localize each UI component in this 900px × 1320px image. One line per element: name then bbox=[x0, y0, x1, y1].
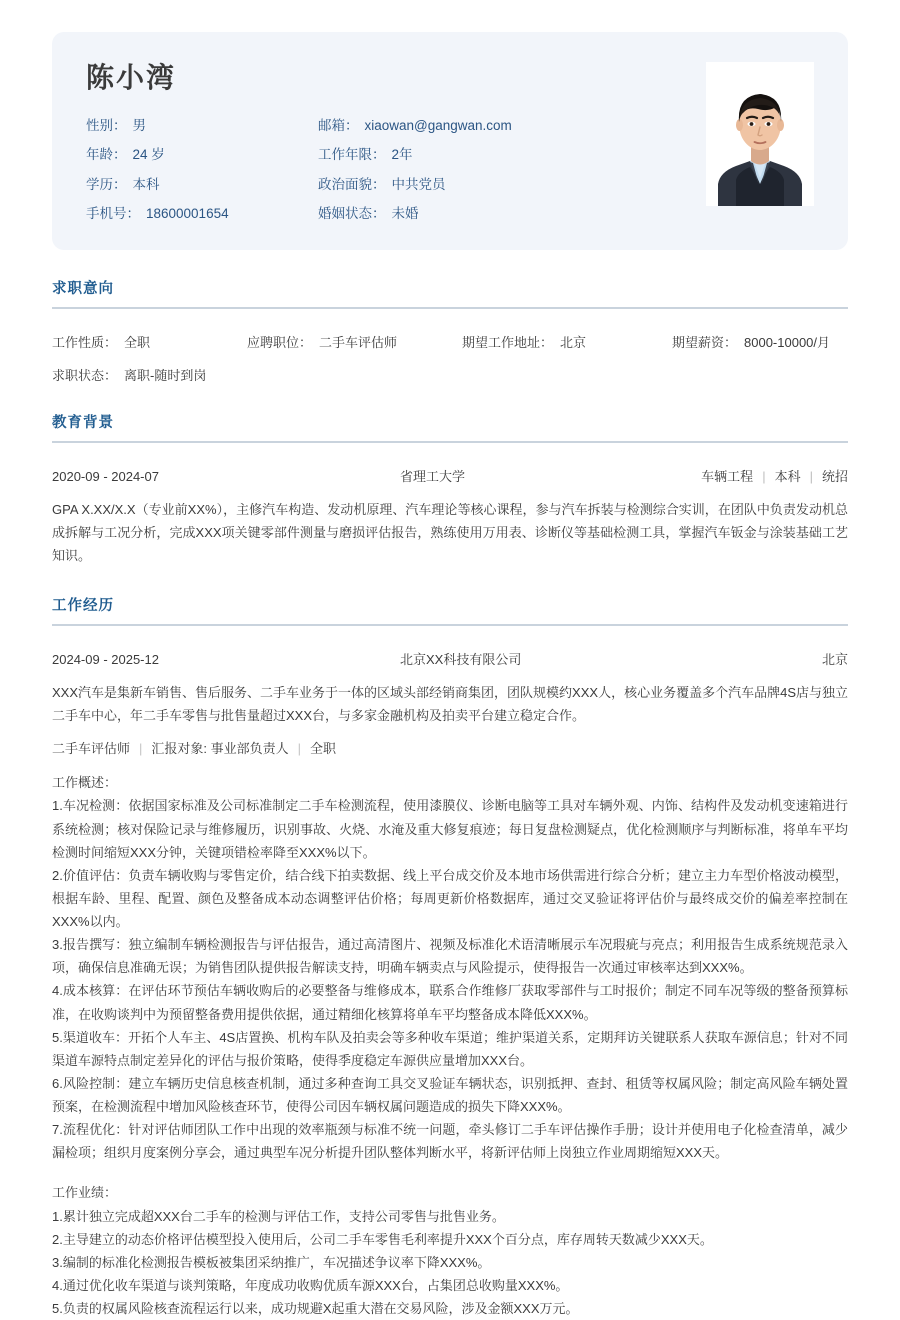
section-job-intention-head bbox=[52, 280, 848, 316]
avatar bbox=[706, 62, 814, 206]
meta-separator-icon: | bbox=[809, 468, 813, 484]
work-job-title: 二手车评估师 bbox=[52, 741, 131, 757]
education-major: 车辆工程 bbox=[701, 468, 754, 484]
intent-position-label: 应聘职位： bbox=[247, 335, 313, 351]
work-duty-item: 3.报告撰写：独立编制车辆检测报告与评估报告，通过高清图片、视频及标准化术语清晰展示车况瑕疵与亮点；利用报告生成系统规范录入项，确保信息准确无误；为销售团队提供报告解读支持，明确车辆卖点与风险提示，使得报告一次通过审核率达到XXX%。 bbox=[52, 937, 848, 976]
section-divider bbox=[52, 307, 848, 309]
work-company-name: 北京XX科技有限公司 bbox=[400, 652, 522, 668]
profile-field-gender bbox=[86, 116, 318, 136]
resume-page bbox=[0, 32, 900, 1320]
intent-job-nature-label: 工作性质： bbox=[52, 335, 118, 351]
profile-field-political-value: 中共党员 bbox=[391, 176, 446, 192]
intent-status bbox=[52, 365, 247, 384]
work-entry-header bbox=[52, 649, 848, 668]
profile-field-gender-value: 男 bbox=[132, 118, 146, 134]
profile-field-age-label: 年龄： bbox=[86, 147, 127, 163]
profile-field-experience bbox=[318, 145, 686, 165]
section-title-job-intention: 求职意向 bbox=[52, 281, 114, 298]
education-school-name: 省理工大学 bbox=[400, 468, 466, 484]
work-duty-item: 6.风险控制：建立车辆历史信息核查机制，通过多种查询工具交叉验证车辆状态，识别抵押、查封、租赁等权属风险；制定高风险车辆处置预案，在检测流程中增加风险核查环节，使得公司因车辆权属问题造成的损失下降XXX%。 bbox=[52, 1075, 848, 1115]
work-achievement-item: 5.负责的权属风险核查流程运行以来，成功规避X起重大潜在交易风险，涉及金额XXX万元。 bbox=[52, 1301, 579, 1317]
job-intention-row-1 bbox=[52, 332, 848, 351]
work-location: 北京 bbox=[821, 652, 848, 668]
work-achievements-label: 工作业绩： bbox=[52, 1185, 118, 1201]
profile-field-marital bbox=[318, 204, 686, 224]
portrait-photo-icon bbox=[706, 62, 814, 206]
page-title: 陈小湾 bbox=[86, 62, 177, 93]
work-achievement-item: 4.通过优化收车渠道与谈判策略，年度成功收购优质车源XXX台，占集团总收购量XXX%。 bbox=[52, 1277, 569, 1293]
intent-location bbox=[462, 332, 672, 351]
profile-field-political-label: 政治面貌： bbox=[318, 176, 386, 192]
section-job-intention bbox=[52, 280, 848, 384]
intent-location-label: 期望工作地址： bbox=[462, 335, 554, 351]
section-work-experience bbox=[52, 597, 848, 1320]
work-duty-item: 4.成本核算：在评估环节预估车辆收购后的必要整备与维修成本，联系合作维修厂获取零部件与工时报价；制定不同车况等级的整备预算标准，在收购谈判中为预留整备费用提供依据，通过精细化核算将单车平均整备成本降低XXX%。 bbox=[52, 983, 848, 1022]
education-degree: 本科 bbox=[774, 468, 801, 484]
job-intention-row-2 bbox=[52, 365, 848, 384]
education-entry bbox=[52, 450, 848, 567]
profile-field-political bbox=[318, 175, 686, 195]
work-achievement-item: 1.累计独立完成超XXX台二手车的检测与评估工作，支持公司零售与批售业务。 bbox=[52, 1208, 505, 1224]
profile-header-left bbox=[86, 60, 686, 224]
section-education bbox=[52, 414, 848, 567]
section-title-work-experience: 工作经历 bbox=[52, 598, 114, 615]
intent-job-nature-value: 全职 bbox=[124, 335, 151, 351]
intent-status-value: 离职-随时到岗 bbox=[124, 368, 207, 384]
profile-field-phone bbox=[86, 204, 318, 224]
intent-salary-label: 期望薪资： bbox=[672, 335, 738, 351]
education-admission-type: 统招 bbox=[821, 468, 848, 484]
education-date-range: 2020-09 - 2024-07 bbox=[52, 468, 159, 484]
section-divider bbox=[52, 624, 848, 626]
profile-field-experience-label: 工作年限： bbox=[318, 147, 386, 163]
work-achievement-item: 3.编制的标准化检测报告模板被集团采纳推广，车况描述争议率下降XXX%。 bbox=[52, 1254, 491, 1270]
profile-field-degree-value: 本科 bbox=[132, 176, 160, 192]
role-separator-icon: | bbox=[297, 741, 302, 757]
work-job-type: 全职 bbox=[310, 741, 337, 757]
profile-field-phone-label: 手机号： bbox=[86, 205, 140, 221]
intent-salary bbox=[672, 332, 830, 351]
profile-field-degree bbox=[86, 175, 318, 195]
profile-field-experience-value: 2年 bbox=[391, 147, 413, 163]
work-duty-item: 5.渠道收车：开拓个人车主、4S店置换、机构车队及拍卖会等多种收车渠道；维护渠道关系，定期拜访关键联系人获取车源信息；针对不同渠道车源特点制定差异化的评估与报价策略，使得季度稳定车源供应量增加XXX台。 bbox=[52, 1029, 848, 1068]
section-education-head bbox=[52, 414, 848, 450]
profile-field-marital-value: 未婚 bbox=[391, 205, 419, 221]
meta-separator-icon: | bbox=[762, 468, 766, 484]
education-meta bbox=[701, 466, 848, 485]
profile-field-phone-value: 18600001654 bbox=[146, 205, 229, 221]
education-entry-header bbox=[52, 466, 848, 485]
work-duty-item: 1.车况检测：依据国家标准及公司标准制定二手车检测流程，使用漆膜仪、诊断电脑等工具对车辆外观、内饰、结构件及发动机变速箱进行系统检测；核对保险记录与维修履历，识别事故、火烧、水淹及重大修复痕迹；每日复盘检测疑点，优化检测顺序与判断标准，将单车平均检测时间缩短XXX分钟，关键项错检率降至XXX%以下。 bbox=[52, 798, 848, 860]
work-duty-item: 2.价值评估：负责车辆收购与零售定价，结合线下拍卖数据、线上平台成交价及本地市场供需进行综合分析；建立主力车型价格波动模型，根据车龄、里程、配置、颜色及整备成本动态调整评估价格；每周更新价格数据库，通过交叉验证将评估价与最终成交价的偏差率控制在XXX%以内。 bbox=[52, 867, 848, 930]
intent-position bbox=[247, 332, 462, 351]
role-separator-icon: | bbox=[139, 741, 143, 757]
profile-field-age bbox=[86, 145, 318, 165]
profile-field-marital-label: 婚姻状态： bbox=[318, 205, 386, 221]
education-description: GPA X.XX/X.X（专业前XX%），主修汽车构造、发动机原理、汽车理论等核心课程，参与汽车拆装与检测综合实训，在团队中负责发动机总成拆解与工况分析，完成XXX项关键零部件测量与磨损评估报告，熟练使用万用表、诊断仪等基础检测工具，掌握汽车钣金与涂装基础工艺知识。 bbox=[52, 501, 848, 564]
work-company-intro: XXX汽车是集新车销售、售后服务、二手车业务于一体的区域头部经销商集团，团队规模约XXX人，核心业务覆盖多个汽车品牌4S店与独立二手车中心，年二手车零售与批售量超过XXX台，与多家金融机构及拍卖平台建立稳定合作。 bbox=[52, 685, 848, 724]
job-intention-rows bbox=[52, 316, 848, 384]
intent-status-label: 求职状态： bbox=[52, 368, 118, 384]
profile-info-grid bbox=[86, 116, 686, 224]
intent-job-nature bbox=[52, 332, 247, 351]
profile-field-age-value: 24 岁 bbox=[132, 147, 165, 163]
work-duty-item: 7.流程优化：针对评估师团队工作中出现的效率瓶颈与标准不统一问题，牵头修订二手车评估操作手册；设计并使用电子化检查清单，减少漏检项；组织月度案例分享会，通过典型车况分析提升团队整体判断水平，将新评估师上岗独立作业周期缩短XXX天。 bbox=[52, 1122, 848, 1161]
intent-position-value: 二手车评估师 bbox=[319, 335, 398, 351]
work-duties-label: 工作概述： bbox=[52, 775, 118, 791]
spacer bbox=[52, 1164, 848, 1181]
profile-field-gender-label: 性别： bbox=[86, 118, 127, 134]
work-role-line bbox=[52, 738, 848, 757]
profile-field-degree-label: 学历： bbox=[86, 176, 127, 192]
intent-salary-value: 8000-10000/月 bbox=[744, 335, 831, 351]
intent-location-value: 北京 bbox=[560, 335, 587, 351]
profile-field-email-value: xiaowan@gangwan.com bbox=[364, 118, 512, 134]
profile-field-email-label: 邮箱： bbox=[318, 118, 359, 134]
work-entry bbox=[52, 633, 848, 1320]
section-work-experience-head bbox=[52, 597, 848, 633]
work-achievement-item: 2.主导建立的动态价格评估模型投入使用后，公司二手车零售毛利率提升XXX个百分点，库存周转天数减少XXX天。 bbox=[52, 1231, 713, 1247]
work-date-range: 2024-09 - 2025-12 bbox=[52, 652, 159, 668]
work-report-to: 汇报对象: 事业部负责人 bbox=[151, 741, 289, 757]
profile-field-email bbox=[318, 116, 686, 136]
profile-header-card bbox=[52, 32, 848, 250]
section-title-education: 教育背景 bbox=[52, 415, 114, 432]
section-divider bbox=[52, 441, 848, 443]
